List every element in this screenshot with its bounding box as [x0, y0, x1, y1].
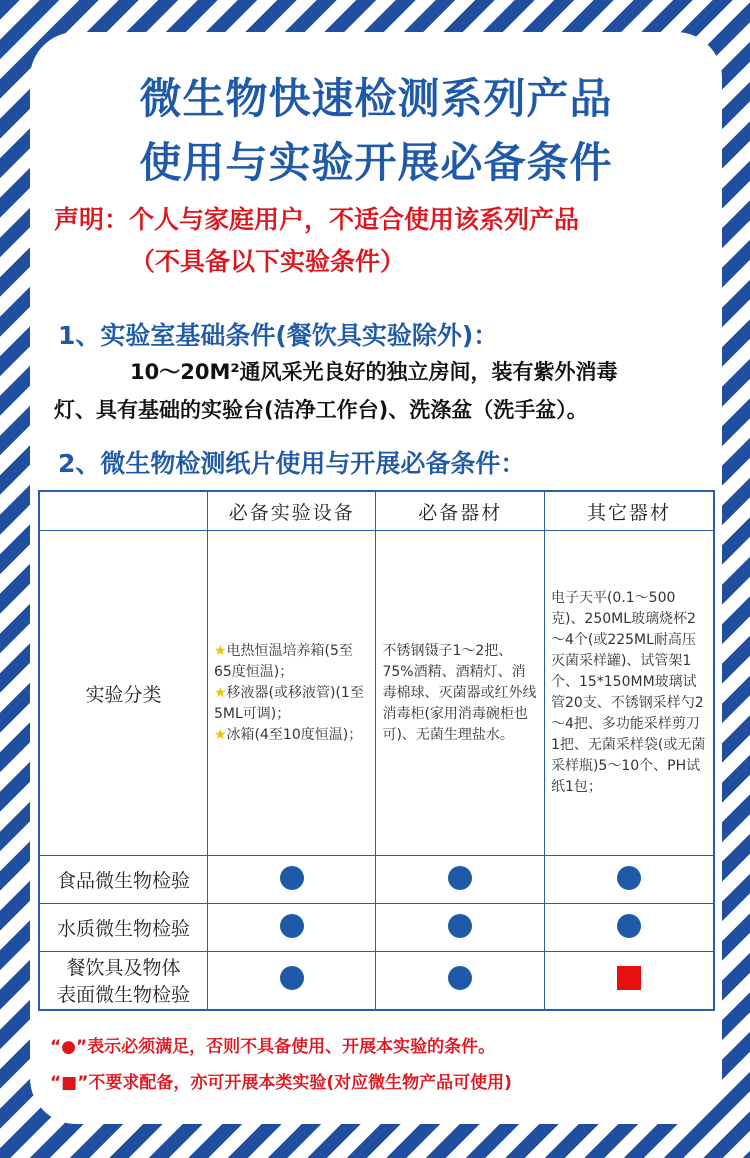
- required-dot-icon: [280, 914, 304, 938]
- header-blank: [39, 491, 207, 531]
- equipment-item-3: ★冰箱(4至10度恒温)；: [213, 726, 363, 743]
- header-other: 其它器材: [544, 491, 714, 531]
- title-line-2: 使用与实验开展必备条件: [139, 138, 613, 187]
- row-label-line-2: 表面微生物检验: [56, 984, 190, 1007]
- title-line-1: 微生物快速检测系列产品: [139, 74, 613, 123]
- table-row: [39, 856, 714, 904]
- table-row: [39, 904, 714, 952]
- required-dot-icon: [280, 866, 304, 890]
- table-row: [39, 952, 714, 1010]
- section1-text-line-1: 10～20M²通风采光良好的独立房间，装有紫外消毒: [130, 360, 618, 384]
- required-dot-icon: [617, 914, 641, 938]
- required-dot-icon: [448, 914, 472, 938]
- star-icon: ★: [213, 642, 227, 659]
- content-card: [30, 32, 722, 1124]
- optional-square-icon: [617, 966, 641, 990]
- notice-line-1: 声明：个人与家庭用户，不适合使用该系列产品: [54, 205, 580, 234]
- section2-heading: 2、微生物检测纸片使用与开展必备条件：: [58, 449, 526, 478]
- required-dot-icon: [448, 866, 472, 890]
- required-dot-icon: [617, 866, 641, 890]
- table-header-row: [39, 491, 714, 531]
- legend-line-2: “■”不要求配备，亦可开展本类实验(对应微生物产品可使用): [50, 1073, 512, 1093]
- equipment-cell: [207, 531, 375, 856]
- row-label-food: 食品微生物检验: [39, 856, 207, 904]
- section1-heading: 1、实验室基础条件(餐饮具实验除外)：: [58, 321, 499, 350]
- equipment-item-1: ★电热恒温培养箱(5至65度恒温)；: [213, 642, 353, 680]
- other-cell: 电子天平(0.1～500克)、250ML玻璃烧杯2～4个(或225ML耐高压灭菌采样罐)、试管架1个、15*150MM玻璃试管20支、不锈钢采样勺2～4把、多功能采样剪刀1把、无菌采样袋(或无菌采样瓶)5～10个、PH试纸1包；: [544, 531, 714, 856]
- row-label-water: 水质微生物检验: [39, 904, 207, 952]
- materials-cell: 不锈钢镊子1～2把、75%酒精、酒精灯、消毒棉球、灭菌器或红外线消毒柜(家用消毒碗柜也可)、无菌生理盐水。: [376, 531, 544, 856]
- category-label: 实验分类: [39, 531, 207, 856]
- required-dot-icon: [280, 966, 304, 990]
- star-icon: ★: [213, 684, 227, 701]
- table-row-category: [39, 531, 714, 856]
- header-equipment: 必备实验设备: [207, 491, 375, 531]
- star-icon: ★: [213, 726, 227, 743]
- notice-line-2: （不具备以下实验条件）: [130, 247, 406, 276]
- row-label-line-1: 餐饮具及物体: [66, 957, 181, 980]
- legend-line-1: “●”表示必须满足，否则不具备使用、开展本实验的条件。: [50, 1037, 496, 1057]
- section1-text-line-2: 灯、具有基础的实验台(洁净工作台)、洗涤盆（洗手盆）。: [54, 398, 588, 422]
- header-materials: 必备器材: [376, 491, 544, 531]
- equipment-item-2: ★移液器(或移液管)(1至5ML可调)；: [213, 684, 364, 722]
- conditions-table: [38, 490, 715, 1011]
- required-dot-icon: [448, 966, 472, 990]
- row-label-tableware: [39, 952, 207, 1010]
